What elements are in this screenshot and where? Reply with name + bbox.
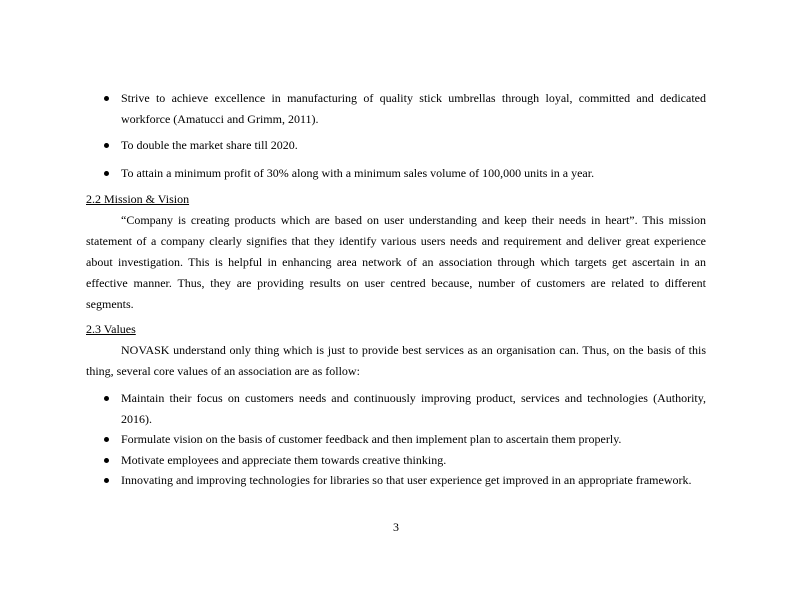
value-item [121,388,706,430]
bullet-icon [104,396,109,401]
objective-item [121,135,706,156]
value-item [121,450,706,471]
bullet-icon [104,478,109,483]
objective-text: Strive to achieve excellence in manufacturing of quality stick umbrellas through loyal, committed and dedicated workforce (Amatucci and Grimm, 2011). [121,91,706,126]
bullet-icon [104,458,109,463]
value-item [121,429,706,450]
mission-paragraph: “Company is creating products which are based on user understanding and keep their needs in heart”. This mission statement of a company clearly signifies that they identify various users needs and requirement and deliver great experience about investigation. This is helpful in enhancing area network of an association through which targets get ascertain in an effective manner. Thus, they are providing results on user centred because, number of customers are related to different segments. [86,213,706,311]
page-number: 3 [393,520,399,534]
bullet-icon [104,437,109,442]
value-text: Innovating and improving technologies for libraries so that user experience get improved in an appropriate framework. [121,473,692,487]
value-text: Maintain their focus on customers needs and continuously improving product, services and technologies (Authority, 2016). [121,391,706,426]
bullet-icon [104,143,109,148]
bullet-icon [104,96,109,101]
values-paragraph: NOVASK understand only thing which is just to provide best services as an organisation can. Thus, on the basis of this thing, several core values of an association are as follow: [86,343,706,378]
mission-heading: 2.2 Mission & Vision [86,192,190,206]
bullet-icon [104,171,109,176]
objective-text: To attain a minimum profit of 30% along with a minimum sales volume of 100,000 units in a year. [121,166,595,180]
value-text: Formulate vision on the basis of customer feedback and then implement plan to ascertain them properly. [121,432,622,446]
value-item [121,470,706,491]
objective-item [121,163,706,184]
objective-item [121,88,706,130]
value-text: Motivate employees and appreciate them towards creative thinking. [121,453,447,467]
objective-text: To double the market share till 2020. [121,138,298,152]
values-heading: 2.3 Values [86,322,136,336]
